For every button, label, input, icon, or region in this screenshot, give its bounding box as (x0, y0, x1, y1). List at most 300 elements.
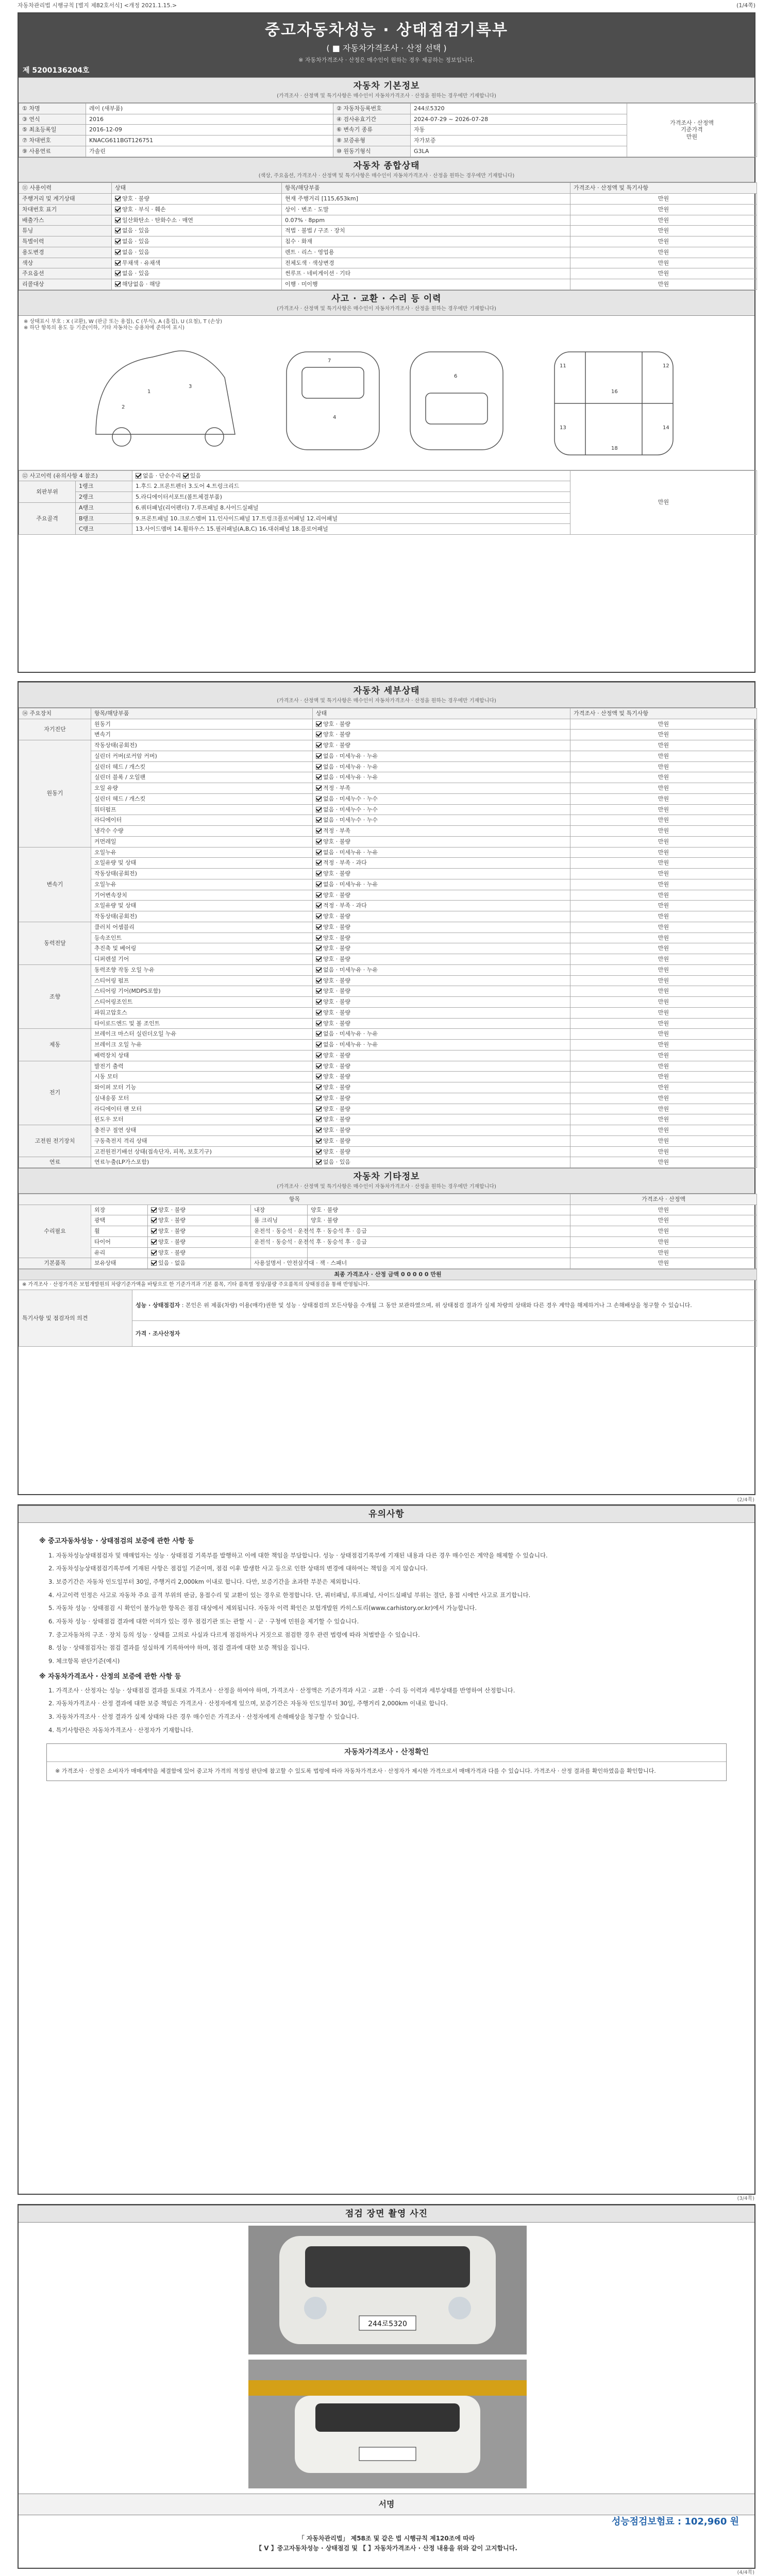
rank-3-label: B랭크 (76, 513, 132, 524)
overall-item-name: 특별이력 (19, 236, 112, 247)
detail-state (313, 1104, 570, 1114)
note-item: 6. 자동차 성능 · 상태점검 결과에 대한 이의가 있는 경우 점검기관 또는 관할 시 · 군 · 구청에 민원을 제기할 수 있습니다. (48, 1617, 359, 1625)
basic-info-subtitle: (가격조사 · 산정액 및 특기사항은 매수인이 자동차가격조사 · 산정을 원하는 경우에만 기재합니다) (277, 93, 496, 99)
basic-value-right: 자동 (411, 125, 627, 135)
basic-label-right: ④ 검사유효기간 (333, 114, 411, 125)
state-checkbox[interactable] (115, 228, 121, 233)
detail-item: 오일누유 (91, 879, 313, 890)
detail-state-checkbox[interactable] (316, 967, 322, 973)
detail-row (19, 826, 757, 837)
detail-state (313, 879, 570, 890)
other-state-text: 양호 · 불량 (158, 1217, 186, 1224)
detail-price: 만원 (570, 975, 757, 986)
overall-item-price: 만원 (570, 236, 757, 247)
detail-item: 발전기 출력 (91, 1061, 313, 1072)
simple-repair-checkbox[interactable] (183, 473, 189, 479)
other-state-checkbox[interactable] (151, 1260, 157, 1266)
rank-1-items: 5.라디에이터서포트(볼트체결부품) (132, 492, 570, 503)
accident-price-cell: 만원 (570, 470, 757, 535)
detail-price: 만원 (570, 1157, 757, 1168)
detail-row (19, 954, 757, 965)
detail-state-checkbox[interactable] (316, 753, 322, 759)
detail-group-name: 원동기 (19, 740, 91, 848)
other-state-text: 있음 · 없음 (158, 1260, 186, 1267)
detail-state-checkbox[interactable] (316, 913, 322, 919)
detail-price: 만원 (570, 836, 757, 847)
detail-state-text: 양호 · 불량 (323, 1094, 350, 1101)
notes-list-appraisal (39, 1686, 734, 1735)
detail-item: 구동축전지 격리 상태 (91, 1136, 313, 1146)
detail-state (313, 1072, 570, 1082)
detail-row (19, 1040, 757, 1050)
detail-item: 실린더 헤드 / 개스킷 (91, 793, 313, 804)
detail-price: 만원 (570, 922, 757, 933)
detail-state-checkbox[interactable] (316, 1031, 322, 1037)
note-item: 4. 특기사항란은 자동차가격조사 · 산정자가 기재합니다. (48, 1726, 193, 1734)
rank-0-label: 1랭크 (76, 481, 132, 492)
state-checkbox[interactable] (115, 207, 121, 212)
detail-state (313, 943, 570, 954)
state-checkbox[interactable] (115, 196, 121, 201)
overall-row (19, 268, 757, 279)
detail-state-text: 없음 · 미세누유 · 누유 (323, 966, 378, 973)
detail-item: 실린더 헤드 / 개스킷 (91, 761, 313, 772)
detail-state-text: 양호 · 불량 (323, 838, 350, 845)
basic-value-left: 2016-12-09 (86, 125, 333, 135)
detail-row (19, 1136, 757, 1146)
detail-head-state: 상태 (313, 708, 570, 719)
page-3-number: (3/4쪽) (737, 2196, 754, 2201)
car-rear-photo-illustration (248, 2360, 527, 2488)
detail-state-checkbox[interactable] (316, 1063, 322, 1069)
detail-item: 연료누출(LP가스포함) (91, 1157, 313, 1168)
basic-value-left: 레이 (새부품) (86, 103, 333, 114)
basic-label-left: ⑤ 최초등록일 (19, 125, 86, 135)
other-item-name: 광택 (91, 1215, 148, 1226)
other-state-text: 양호 · 불량 (158, 1238, 186, 1245)
overall-item-detail: 렌트 · 리스 · 영업용 (282, 247, 570, 258)
other-item-price: 만원 (570, 1236, 757, 1247)
detail-price: 만원 (570, 1125, 757, 1136)
detail-item: 라디에이터 팬 모터 (91, 1104, 313, 1114)
detail-state (313, 1146, 570, 1157)
detail-item: 고전원전기배선 상태(접속단자, 피복, 보호기구) (91, 1146, 313, 1157)
note-item: 9. 체크항목 판단기준(예시) (48, 1657, 120, 1665)
appraisal-confirm-title: 자동차가격조사 · 산정확인 (47, 1744, 726, 1762)
svg-text:13: 13 (560, 425, 566, 431)
inspector-opinion-text: 본인은 위 제품(차량) 이용(매각)권한 및 성능 · 상태점검의 모든사항을 수개월 그 동안 보관하였으며, 위 상태점검 결과가 실제 차량의 상태와 다른 경우 계약을 해제하거나 그 손해배상을 청구할 수 있습니다. (185, 1301, 692, 1309)
note-item: 7. 중고자동차의 구조 · 장치 등의 성능 · 상태를 고의로 사실과 다르게 점검하거나 거짓으로 점검한 경우 관련 법령에 따라 처벌받을 수 있습니다. (48, 1631, 420, 1638)
other-item-state (148, 1236, 251, 1247)
detail-state-checkbox[interactable] (316, 1084, 322, 1090)
detail-price: 만원 (570, 933, 757, 943)
basic-label-left: ⑨ 사용연료 (19, 146, 86, 157)
detail-price: 만원 (570, 954, 757, 965)
detail-row (19, 1007, 757, 1018)
detail-row (19, 1104, 757, 1114)
detail-state-checkbox[interactable] (316, 1021, 322, 1026)
detail-state-checkbox[interactable] (316, 839, 322, 844)
basic-value-right: 자가보증 (411, 135, 627, 146)
detail-price: 만원 (570, 1146, 757, 1157)
other-info-title: 자동차 기타정보 (353, 1172, 420, 1182)
state-text: 해당없음 · 해당 (122, 281, 161, 287)
accident-history-header (19, 290, 754, 316)
final-price-title: 최종 가격조사 · 산정 금액 (334, 1271, 399, 1278)
detail-price: 만원 (570, 815, 757, 826)
basic-value-left: 가솔린 (86, 146, 333, 157)
state-checkbox[interactable] (115, 281, 121, 287)
signature-label: 서명 (378, 2499, 395, 2509)
rank-3-items: 9.프론트패널 10.크로스멤버 11.인사이드패널 17.트렁크플로어패널 12.리어패널 (132, 513, 570, 524)
state-checkbox[interactable] (115, 239, 121, 244)
overall-head-price: 가격조사 · 산정액 및 특기사항 (570, 183, 757, 194)
detail-state (313, 933, 570, 943)
svg-text:2: 2 (122, 404, 125, 410)
detail-row (19, 1061, 757, 1072)
detail-row (19, 986, 757, 997)
detail-head-device: ⑭ 주요장치 (19, 708, 91, 719)
detail-state-text: 양호 · 불량 (323, 1116, 350, 1123)
note-item: 8. 성능 · 상태점검자는 점검 결과를 성실하게 기록하여야 하며, 점검 결과에 대한 보증 책임을 집니다. (48, 1644, 310, 1652)
basic-label-right: ⑩ 원동기형식 (333, 146, 411, 157)
detail-price: 만원 (570, 761, 757, 772)
detail-state-checkbox[interactable] (316, 1149, 322, 1155)
detail-state-checkbox[interactable] (316, 850, 322, 855)
detail-state-checkbox[interactable] (316, 978, 322, 984)
document-subtitle: ( ■ 자동차가격조사 · 산정 선택 ) (326, 43, 447, 53)
detail-row (19, 997, 757, 1008)
detail-price: 만원 (570, 1040, 757, 1050)
detail-state-checkbox[interactable] (316, 924, 322, 930)
detail-state-text: 없음 · 미세누유 · 누유 (323, 1041, 378, 1048)
other-row (19, 1215, 757, 1226)
state-text: 없음 · 있음 (122, 227, 149, 234)
other-row (19, 1236, 757, 1247)
other-item-state-2: 양호 · 불량 (308, 1215, 570, 1226)
detail-state-checkbox[interactable] (316, 817, 322, 823)
detail-row (19, 964, 757, 975)
notes-body (19, 1523, 754, 1788)
detail-price: 만원 (570, 1061, 757, 1072)
detail-state-checkbox[interactable] (316, 1053, 322, 1058)
state-checkbox[interactable] (115, 249, 121, 255)
detail-row (19, 730, 757, 740)
basic-label-right: ② 자동차등록번호 (333, 103, 411, 114)
notes-heading-appraisal: ※ 자동차가격조사 · 산정의 보증에 관한 사항 등 (39, 1672, 181, 1681)
detail-item: 충전구 절연 상태 (91, 1125, 313, 1136)
overall-item-detail: 0.07% · 8ppm (282, 215, 570, 226)
detail-row (19, 922, 757, 933)
detail-item: 스티어링 기어(MDPS포함) (91, 986, 313, 997)
inspector-label: 성능 · 상태점검자 (136, 1301, 180, 1309)
detail-state-text: 적정 · 부족 · 과다 (323, 859, 367, 867)
accident-none-checkbox[interactable] (136, 473, 141, 479)
detail-state-text: 양호 · 불량 (323, 1127, 350, 1133)
detail-state-text: 적정 · 부족 (323, 827, 350, 834)
detail-state-checkbox[interactable] (316, 1095, 322, 1101)
basic-value-right: 2024-07-29 ~ 2026-07-28 (411, 114, 627, 125)
other-state-checkbox[interactable] (151, 1239, 157, 1245)
state-text: 일산화탄소 · 탄화수소 · 매연 (122, 216, 193, 224)
detail-state (313, 1125, 570, 1136)
detail-state (313, 954, 570, 965)
detail-state-text: 양호 · 불량 (323, 1137, 350, 1144)
detail-item: 타이로드엔드 및 볼 조인트 (91, 1018, 313, 1029)
detail-state-checkbox[interactable] (316, 721, 322, 727)
appraisal-confirm-box (46, 1743, 727, 1781)
accident-history-title: 사고 · 교환 · 수리 등 이력 (331, 293, 442, 304)
note-item: 2. 자동차가격조사 · 산정 결과에 대한 보증 책임은 가격조사 · 산정자에게 있으며, 보증기간은 자동차 인도일부터 30일, 주행거리 2,000km 이내로 합니다. (48, 1700, 448, 1707)
detail-price: 만원 (570, 793, 757, 804)
overall-item-price: 만원 (570, 215, 757, 226)
state-text: 양호 · 불량 (122, 195, 149, 202)
detail-state-checkbox[interactable] (316, 828, 322, 834)
detail-state (313, 783, 570, 794)
detail-price: 만원 (570, 1050, 757, 1061)
photo-header (19, 2205, 754, 2223)
detail-state-checkbox[interactable] (316, 785, 322, 791)
overall-status-table (19, 182, 757, 290)
detail-state-text: 양호 · 불량 (323, 1020, 350, 1027)
detail-item: 작동상태(공회전) (91, 869, 313, 879)
overall-item-state (112, 194, 282, 205)
detail-state-checkbox[interactable] (316, 956, 322, 962)
detail-state-checkbox[interactable] (316, 807, 322, 812)
note-item: 4. 사고이력 인정은 사고로 자동차 주요 골격 부위의 판금, 용접수리 및 교환이 있는 경우로 한정합니다. 단, 쿼터패널, 루프패널, 사이드실패널 부위는 절단, 용접 시에만 사고로 표기합니다. (48, 1591, 531, 1599)
page-4 (18, 2204, 755, 2569)
detail-state-checkbox[interactable] (316, 764, 322, 770)
basic-price-base: 기준가격 (681, 126, 703, 133)
note-item: 1. 가격조사 · 산정자는 성능 · 상태점검 결과를 토대로 가격조사 · 산정을 하여야 하며, 가격조사 · 산정액은 기준가격과 사고 · 교환 · 수리 등 이력과 세부상태를 반영하여 산정합니다. (48, 1686, 515, 1694)
detail-state-checkbox[interactable] (316, 1138, 322, 1144)
rank-4-label: C랭크 (76, 524, 132, 535)
detail-state-checkbox[interactable] (316, 999, 322, 1005)
detail-state-checkbox[interactable] (316, 935, 322, 941)
repair-needed-label: 수리필요 (19, 1205, 91, 1258)
overall-status-title: 자동차 종합상태 (353, 160, 420, 171)
detail-state-checkbox[interactable] (316, 882, 322, 887)
detail-state-checkbox[interactable] (316, 1116, 322, 1122)
detail-state-text: 없음 · 미세누유 · 누유 (323, 1030, 378, 1038)
final-price-value: 0 0 0 0 0 만원 (400, 1271, 442, 1278)
rank-1-label: 2랭크 (76, 492, 132, 503)
detail-item: 오일유량 및 상태 (91, 901, 313, 911)
detail-state-checkbox[interactable] (316, 1127, 322, 1133)
overall-row (19, 236, 757, 247)
other-state-checkbox[interactable] (151, 1217, 157, 1223)
form-reference: 자동차관리법 시행규칙 [별지 제82호서식] <개정 2021.1.15.> (18, 2, 177, 9)
fee-row (612, 2516, 739, 2528)
fee-label: 성능점검보험료 : (611, 2516, 682, 2527)
rank-2-items: 6.쿼터패널(리어펜더) 7.루프패널 8.사이드실패널 (132, 502, 570, 513)
other-item-name-2: 사용설명서 · 안전삼각대 · 잭 · 스패너 (251, 1258, 308, 1269)
detail-state (313, 1007, 570, 1018)
detail-state (313, 772, 570, 783)
detail-state-checkbox[interactable] (316, 988, 322, 994)
other-state-checkbox[interactable] (151, 1250, 157, 1256)
detail-state-checkbox[interactable] (316, 871, 322, 876)
detail-state (313, 1050, 570, 1061)
overall-row (19, 258, 757, 268)
detail-state (313, 1157, 570, 1168)
detail-group-name: 자기진단 (19, 719, 91, 740)
detail-item: 시동 모터 (91, 1072, 313, 1082)
detail-status-title: 자동차 세부상태 (353, 686, 420, 696)
detail-state-text: 없음 · 미세누유 · 누유 (323, 752, 378, 759)
vehicle-diagram-area (19, 316, 754, 470)
state-checkbox[interactable] (115, 217, 121, 223)
detail-head-item: 항목/해당부품 (91, 708, 313, 719)
overall-item-name: 색상 (19, 258, 112, 268)
appraisal-confirm-text: ※ 가격조사 · 산정은 소비자가 매매계약을 체결함에 있어 중고차 가격의 적정성 판단에 참고할 수 있도록 법령에 따라 자동차가격조사 · 산정자가 제시한 가격으로서 매매가격과 다를 수 있습니다. 가격조사 · 산정 결과를 확인하였음을 확인합니다. (55, 1767, 656, 1774)
detail-item: 기어변속장치 (91, 890, 313, 901)
other-item-price: 만원 (570, 1226, 757, 1237)
basic-label-left: ① 차명 (19, 103, 86, 114)
detail-state-checkbox[interactable] (316, 1106, 322, 1112)
overall-item-price: 만원 (570, 247, 757, 258)
detail-item: 스티어링조인트 (91, 997, 313, 1008)
detail-state (313, 804, 570, 815)
detail-state (313, 793, 570, 804)
accident-question-label: ⑫ 사고이력 (유의사항 4 참조) (19, 470, 132, 481)
detail-state-text: 양호 · 불량 (323, 1148, 350, 1155)
detail-row (19, 879, 757, 890)
detail-state-checkbox[interactable] (316, 1010, 322, 1015)
basic-info-header (19, 77, 754, 103)
detail-state-checkbox[interactable] (316, 742, 322, 748)
accident-history-subtitle: (가격조사 · 산정액 및 특기사항은 매수인이 자동차가격조사 · 산정을 원하는 경우에만 기재합니다) (277, 306, 496, 312)
detail-item: 커먼레일 (91, 836, 313, 847)
overall-item-detail: 이행 · 미이행 (282, 279, 570, 290)
page-3 (18, 1504, 755, 2195)
overall-item-name: 배출가스 (19, 215, 112, 226)
rank-4-items: 13.사이드멤버 14.휠하우스 15.필러패널(A,B,C) 16.대쉬패널 18.플로어패널 (132, 524, 570, 535)
other-row (19, 1247, 757, 1258)
detail-state-checkbox[interactable] (316, 1159, 322, 1165)
other-state-checkbox[interactable] (151, 1228, 157, 1234)
inspection-photo-rear (248, 2360, 527, 2488)
detail-state (313, 719, 570, 730)
detail-item: 실내송풍 모터 (91, 1093, 313, 1104)
detail-row (19, 793, 757, 804)
detail-state-checkbox[interactable] (316, 796, 322, 802)
rank-2-label: A랭크 (76, 502, 132, 513)
detail-item: 워터펌프 (91, 804, 313, 815)
state-checkbox[interactable] (115, 270, 121, 276)
other-state-checkbox[interactable] (151, 1207, 157, 1213)
other-item-price: 만원 (570, 1258, 757, 1269)
detail-state-text: 양호 · 불량 (323, 988, 350, 995)
overall-row (19, 226, 757, 236)
state-checkbox[interactable] (115, 260, 121, 266)
other-item-name-2: 내장 (251, 1205, 308, 1215)
detail-state-checkbox[interactable] (316, 903, 322, 908)
detail-status-header (19, 682, 754, 708)
overall-item-state (112, 226, 282, 236)
detail-state (313, 975, 570, 986)
detail-state-checkbox[interactable] (316, 774, 322, 780)
basic-label-left: ③ 연식 (19, 114, 86, 125)
detail-state-checkbox[interactable] (316, 1074, 322, 1079)
detail-price: 만원 (570, 911, 757, 922)
legal-footer-line-2: 【 V 】중고자동차성능 · 상태점검 및 【 】자동차가격조사 · 산정 내용을 위와 같이 고지합니다. (256, 2545, 517, 2552)
overall-item-detail: 현재 주행거리 [115,653km] (282, 194, 570, 205)
detail-price: 만원 (570, 1093, 757, 1104)
appraiser-opinion (132, 1321, 757, 1347)
other-item-price: 만원 (570, 1247, 757, 1258)
legal-footer-line-1: 「 자동차관리법」 제58조 및 같은 법 시행규칙 제120조에 따라 (298, 2535, 475, 2542)
overall-item-price: 만원 (570, 258, 757, 268)
detail-state (313, 1040, 570, 1050)
detail-row (19, 847, 757, 858)
detail-row (19, 783, 757, 794)
detail-price: 만원 (570, 730, 757, 740)
other-head-price: 가격조사 · 산정액 (570, 1194, 757, 1205)
detail-state (313, 751, 570, 761)
detail-price: 만원 (570, 869, 757, 879)
overall-item-price: 만원 (570, 204, 757, 215)
detail-group-name: 동력전달 (19, 922, 91, 964)
svg-text:12: 12 (663, 363, 669, 369)
detail-price: 만원 (570, 964, 757, 975)
overall-status-header (19, 157, 754, 183)
detail-head-price: 가격조사 · 산정액 및 특기사항 (570, 708, 757, 719)
detail-state-text: 적정 · 부족 (323, 785, 350, 791)
detail-state-checkbox[interactable] (316, 732, 322, 737)
detail-group-name: 변속기 (19, 847, 91, 922)
detail-state (313, 922, 570, 933)
other-row (19, 1226, 757, 1237)
page-indicator: (1/4쪽) (736, 2, 755, 9)
detail-item: 실린더 블록 / 오일팬 (91, 772, 313, 783)
detail-price: 만원 (570, 1072, 757, 1082)
other-state-text: 양호 · 불량 (158, 1249, 186, 1256)
page-1 (18, 12, 755, 673)
detail-state-text: 없음 · 미세누수 · 누수 (323, 817, 378, 824)
other-item-name: 휠 (91, 1226, 148, 1237)
detail-state-text: 양호 · 불량 (323, 923, 350, 930)
basic-info-table (19, 103, 757, 157)
overall-item-state (112, 236, 282, 247)
detail-state-checkbox[interactable] (316, 892, 322, 898)
detail-row (19, 1157, 757, 1168)
overall-item-detail: 썬루프 · 네비게이션 · 기타 (282, 268, 570, 279)
detail-item: 디퍼렌셜 기어 (91, 954, 313, 965)
notes-header (19, 1505, 754, 1523)
detail-row (19, 1093, 757, 1104)
detail-state-text: 없음 · 미세누수 · 누수 (323, 806, 378, 813)
detail-state (313, 1018, 570, 1029)
detail-item: 파워고압호스 (91, 1007, 313, 1018)
basic-label-right: ⑧ 보증유형 (333, 135, 411, 146)
overall-row (19, 194, 757, 205)
document-header (19, 13, 754, 77)
detail-state-checkbox[interactable] (316, 945, 322, 951)
detail-price: 만원 (570, 719, 757, 730)
detail-state (313, 730, 570, 740)
detail-item: 윈도우 모터 (91, 1114, 313, 1125)
detail-state-text: 적정 · 부족 · 과다 (323, 902, 367, 909)
detail-state-checkbox[interactable] (316, 860, 322, 866)
other-item-name-2: 룸 크리닝 (251, 1215, 308, 1226)
detail-item: 오일누유 (91, 847, 313, 858)
note-item: 2. 자동차성능상태점검기록부에 기재된 사항은 점검일 기준이며, 점검 이후 발생한 사고 등으로 인한 상태의 변경에 대하여는 책임을 지지 않습니다. (48, 1565, 428, 1572)
other-item-name: 외장 (91, 1205, 148, 1215)
other-head-item: 항목 (19, 1194, 570, 1205)
detail-price: 만원 (570, 1114, 757, 1125)
detail-state-checkbox[interactable] (316, 1042, 322, 1047)
